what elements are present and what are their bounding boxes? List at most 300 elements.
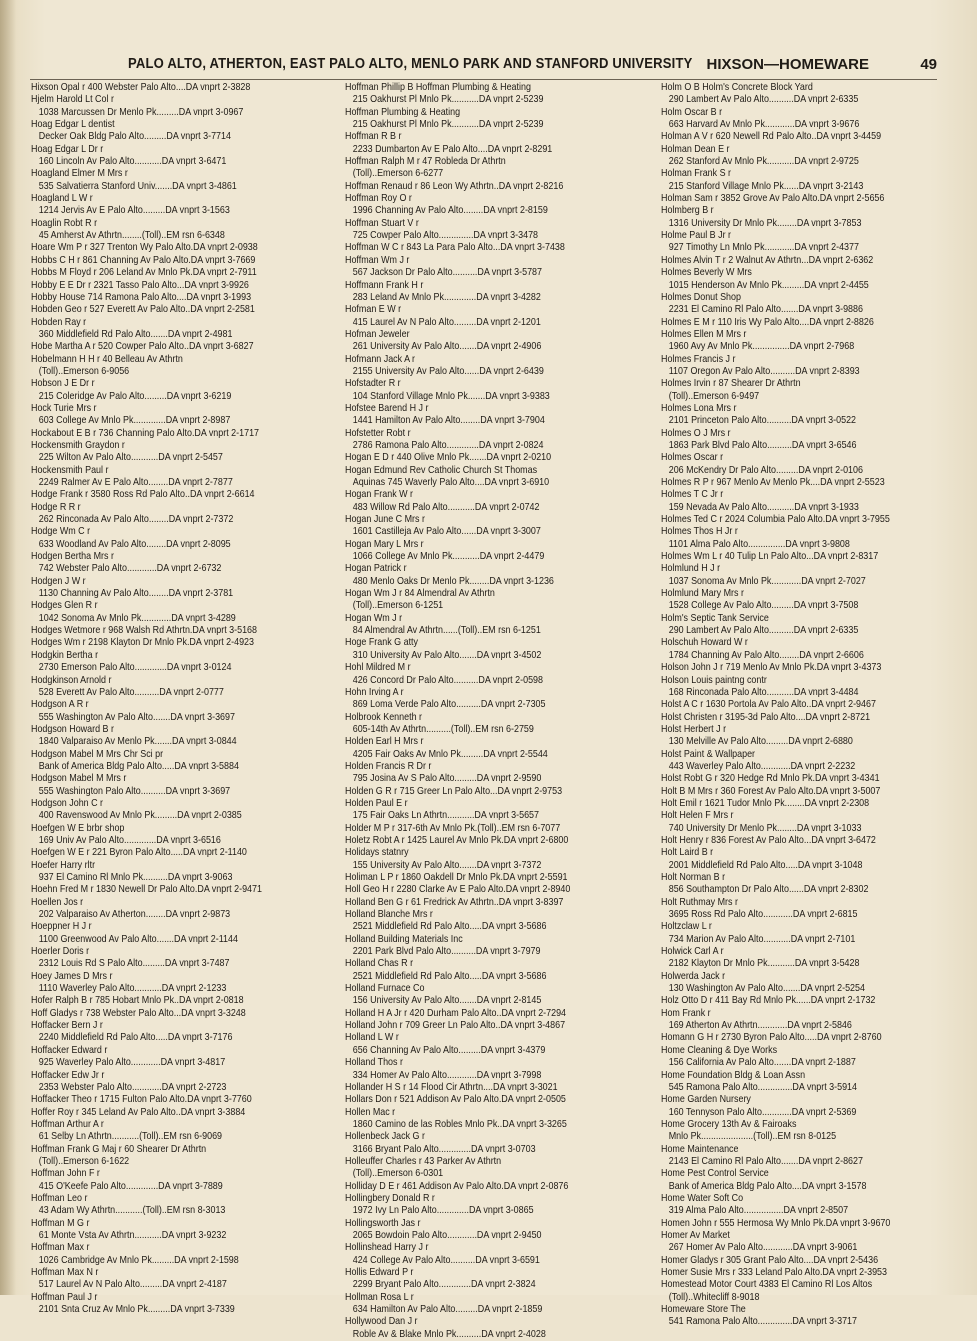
listing-name-line: Holman Sam r 3852 Grove Av Palo Alto.DA vnprt 2-5656 <box>661 193 885 205</box>
listing-name-line: Hollen Mac r <box>345 1106 396 1118</box>
listing-name-line: Hoaglin Robt R r <box>31 217 98 229</box>
listing-address-line: 4205 Fair Oaks Av Mnlo Pk.........DA vnprt 2-5544 <box>352 748 548 760</box>
listing-name-line: Hoff Gladys r 738 Webster Palo Alto...DA vnprt 3-3248 <box>31 1007 246 1019</box>
listing-name-line: Hoag Edgar L dentist <box>31 119 115 131</box>
listing-name-line: Hofstetter Robt r <box>345 427 411 439</box>
listing-address-line: 656 Channing Av Palo Alto.........DA vnprt 3-4379 <box>352 1044 546 1056</box>
listing-name-line: Holm Oscar B r <box>661 106 723 118</box>
listing-name-line: Holmes Ted C r 2024 Columbia Palo Alto.DA vnprt 3-7955 <box>661 514 890 526</box>
listing-address-line: 483 Willow Rd Palo Alto...........DA vnprt 2-0742 <box>352 501 540 513</box>
listing-address-line: 415 O'Keefe Palo Alto.............DA vnprt 3-7889 <box>38 1180 223 1192</box>
listing-name-line: Hodgson A R r <box>31 699 89 711</box>
listing-name-line: Hockabout E B r 736 Channing Palo Alto.DA vnprt 2-1717 <box>31 427 260 439</box>
listing-address-line: 1972 Ivy Ln Palo Alto.............DA vnprt 3-0865 <box>352 1205 534 1217</box>
listing-address-line: 2233 Dumbarton Av E Palo Alto....DA vnprt 2-8291 <box>352 143 553 155</box>
listing-name-line: Homer Susie Mrs r 333 Leland Palo Alto.DA vnprt 2-3953 <box>661 1267 888 1278</box>
listing-name-line: Holliday D E r 461 Addison Av Palo Alto.DA vnprt 2-0876 <box>345 1180 569 1192</box>
listing-name-line: Hollinshead Harry J r <box>345 1242 429 1254</box>
listing-address-line: 1860 Camino de las Robles Mnlo Pk..DA vnprt 3-3265 <box>352 1118 567 1130</box>
listing-address-line: 1107 Oregon Av Palo Alto..........DA vnprt 2-8393 <box>668 365 860 377</box>
listing-address-line: 603 College Av Mnlo Pk.............DA vnprt 2-8987 <box>38 415 231 427</box>
page-gutter-shadow <box>0 0 16 1295</box>
listing-address-line: Bank of America Bldg Palo Alto....DA vnprt 3-1578 <box>668 1180 867 1192</box>
listing-name-line: Holmes Oscar r <box>661 452 724 464</box>
listing-address-line: 206 McKendry Dr Palo Alto.........DA vnprt 2-0106 <box>668 464 863 476</box>
listing-name-line: Holland L W r <box>345 1032 399 1044</box>
listing-name-line: Holden Earl H Mrs r <box>345 736 424 748</box>
listing-address-line: 84 Almendral Av Athrtn......(Toll)..EM rsn 6-1251 <box>352 625 541 637</box>
listing-address-line: 261 University Av Palo Alto.......DA vnprt 2-4906 <box>352 341 542 353</box>
listing-address-line: 1100 Greenwood Av Palo Alto.......DA vnprt 2-1144 <box>38 933 238 945</box>
listing-name-line: Holland Furnace Co <box>345 983 425 995</box>
listing-name-line: Hodges Glen R r <box>31 600 98 612</box>
listing-address-line: 1528 College Av Palo Alto.........DA vnprt 3-7508 <box>668 600 859 612</box>
listing-name-line: Holman A V r 620 Newell Rd Palo Alto..DA vnprt 3-4459 <box>661 131 882 143</box>
listing-address-line: 290 Lambert Av Palo Alto..........DA vnprt 2-6335 <box>668 625 859 637</box>
listing-address-line: 1026 Cambridge Av Mnlo Pk.........DA vnprt 2-1598 <box>38 1254 239 1266</box>
listing-name-line: Hoffacker Edward r <box>31 1044 108 1056</box>
listing-address-line: 2353 Webster Palo Alto............DA vnprt 2-2723 <box>38 1081 227 1093</box>
listing-address-line: 2521 Middlefield Rd Palo Alto.....DA vnprt 3-5686 <box>352 970 547 982</box>
listing-address-line: 2231 El Camino Rl Palo Alto.......DA vnprt 3-9886 <box>668 304 863 316</box>
listing-name-line: Hofstadter R r <box>345 378 401 390</box>
listing-name-line: Holst Robt G r 320 Hedge Rd Mnlo Pk.DA vnprt 3-4341 <box>661 773 880 785</box>
listing-address-line: (Toll)..Emerson 6-1251 <box>352 600 444 612</box>
listing-address-line: 1110 Waverley Palo Alto...........DA vnprt 2-1233 <box>38 983 227 995</box>
listing-name-line: Holz Otto D r 411 Bay Rd Mnlo Pk......DA vnprt 2-1732 <box>661 995 876 1007</box>
listing-name-line: Hoffman Ralph M r 47 Robleda Dr Athrtn <box>345 156 506 168</box>
listing-name-line: Hogan June C Mrs r <box>345 514 425 526</box>
listing-name-line: Hoffman R B r <box>345 131 402 143</box>
listing-name-line: Hoffman John F r <box>31 1168 100 1180</box>
listing-address-line: 1037 Sonoma Av Mnlo Pk............DA vnprt 2-7027 <box>668 575 866 587</box>
column-1 <box>31 82 336 1316</box>
listing-name-line: Hoeppner H J r <box>31 921 92 933</box>
listing-name-line: Hoefgen W E brbr shop <box>31 822 125 834</box>
listing-address-line: 415 Laurel Av N Palo Alto.........DA vnprt 2-1201 <box>352 316 541 328</box>
listing-address-line: 360 Middlefield Rd Palo Alto.......DA vnprt 2-4981 <box>38 328 233 340</box>
listing-address-line: 2101 Snta Cruz Av Mnlo Pk.........DA vnprt 3-7339 <box>38 1304 235 1316</box>
listing-name-line: Hobelmann H H r 40 Belleau Av Athrtn <box>31 353 183 365</box>
listing-name-line: Hogan Patrick r <box>345 563 407 575</box>
listing-address-line: 169 Atherton Av Athrtn............DA vnprt 2-5846 <box>668 1020 852 1032</box>
header-cities: PALO ALTO, ATHERTON, EAST PALO ALTO, MENLO PARK AND STANFORD UNIVERSITY <box>128 56 693 72</box>
listing-name-line: Holt Emil r 1621 Tudor Mnlo Pk........DA vnprt 2-2308 <box>661 797 870 809</box>
listing-name-line: Holmes Thos H Jr r <box>661 526 738 538</box>
header-range: HIXSON—HOMEWARE <box>706 56 869 73</box>
listing-name-line: Hofmann Jack A r <box>345 353 416 365</box>
listing-address-line: (Toll)..Whitecliff 8-9018 <box>668 1291 760 1303</box>
listing-address-line: 480 Menlo Oaks Dr Menlo Pk........DA vnprt 3-1236 <box>352 575 554 587</box>
listing-name-line: Holmes Ellen M Mrs r <box>661 328 747 340</box>
listing-address-line: 927 Timothy Ln Mnlo Pk............DA vnprt 2-4377 <box>668 242 859 254</box>
listing-name-line: Hoagland L W r <box>31 193 93 205</box>
listing-name-line: Holmes R P r 967 Menlo Av Menlo Pk....DA vnprt 2-5523 <box>661 477 885 488</box>
listing-name-line: Hockensmith Graydon r <box>31 439 125 451</box>
listing-name-line: Home Garden Nursery <box>661 1094 751 1106</box>
listing-address-line: 535 Salvatierra Stanford Univ.......DA vnprt 3-4861 <box>38 180 237 192</box>
listing-name-line: Hodgson Mabel M Mrs r <box>31 773 127 785</box>
listing-address-line: 925 Waverley Palo Alto............DA vnprt 3-4817 <box>38 1057 226 1069</box>
listing-name-line: Hobby E E Dr r 2321 Tasso Palo Alto...DA vnprt 3-9926 <box>31 279 249 291</box>
listing-address-line: 202 Valparaiso Av Atherton........DA vnprt 2-9873 <box>38 909 231 921</box>
listing-name-line: Holmberg B r <box>661 205 714 217</box>
listing-name-line: Hoare Wm P r 327 Trenton Wy Palo Alto.DA vnprt 2-0938 <box>31 242 258 254</box>
listing-name-line: Holl Geo H r 2280 Clarke Av E Palo Alto.DA vnprt 2-8940 <box>345 884 571 896</box>
listing-name-line: Holt Henry r 836 Forest Av Palo Alto...DA vnprt 3-6472 <box>661 834 876 846</box>
listing-name-line: Hixson Opal r 400 Webster Palo Alto....DA vnprt 2-3828 <box>31 82 251 93</box>
listing-name-line: Hjelm Harold Lt Col r <box>31 94 114 106</box>
listing-name-line: Holden G R r 715 Greer Ln Palo Alto...DA vnprt 2-9753 <box>345 785 563 797</box>
listing-address-line: 2786 Ramona Palo Alto.............DA vnprt 2-0824 <box>352 439 544 451</box>
listing-name-line: Home Water Soft Co <box>661 1192 744 1204</box>
listing-name-line: Holwick Carl A r <box>661 946 724 958</box>
listing-name-line: Hoffman Phillip B Hoffman Plumbing & Heating <box>345 82 531 93</box>
listing-address-line: 795 Josina Av S Palo Alto.........DA vnprt 2-9590 <box>352 773 542 785</box>
listing-name-line: Hoffman Leo r <box>31 1192 88 1204</box>
listing-address-line: 725 Cowper Palo Alto..............DA vnprt 3-3478 <box>352 230 539 242</box>
listing-address-line: 215 Coleridge Av Palo Alto.........DA vnprt 3-6219 <box>38 390 232 402</box>
listing-name-line: Hoffman Wm J r <box>345 254 410 266</box>
listing-name-line: Holmes E M r 110 Iris Wy Palo Alto....DA vnprt 2-8826 <box>661 316 874 328</box>
listing-name-line: Hollman Rosa L r <box>345 1291 414 1303</box>
listing-address-line: 1960 Avy Av Mnlo Pk...............DA vnprt 2-7968 <box>668 341 855 353</box>
listing-name-line: Hoffmann Frank H r <box>345 279 424 291</box>
listing-address-line: 1863 Park Blvd Palo Alto..........DA vnprt 3-6546 <box>668 439 857 451</box>
listing-address-line: 45 Amherst Av Athrtn........(Toll)..EM rsn 6-6348 <box>38 230 225 242</box>
listing-name-line: Holson John J r 719 Menlo Av Mnlo Pk.DA vnprt 3-4373 <box>661 662 882 674</box>
listing-name-line: Hodgen J W r <box>31 575 86 587</box>
listing-address-line: 2182 Klayton Dr Mnlo Pk...........DA vnprt 3-5428 <box>668 958 860 970</box>
listing-address-line: 633 Woodland Av Palo Alto........DA vnprt 2-8095 <box>38 538 231 550</box>
listing-name-line: Holder M P r 317-6th Av Mnlo Pk.(Toll)..EM rsn 6-7077 <box>345 822 561 834</box>
listing-address-line: (Toll)..Emerson 6-9056 <box>38 365 130 377</box>
listing-name-line: Hodges Wm r 2198 Klayton Dr Mnlo Pk.DA vnprt 2-4923 <box>31 637 255 649</box>
listing-name-line: Hofstee Barend H J r <box>345 402 429 414</box>
listing-name-line: Hoffman Max r <box>31 1242 90 1254</box>
listing-name-line: Homann G H r 2730 Byron Palo Alto.....DA vnprt 2-8760 <box>661 1032 882 1044</box>
listing-name-line: Holland Building Materials Inc <box>345 933 463 945</box>
listing-address-line: 2143 El Camino Rl Palo Alto.......DA vnprt 2-8627 <box>668 1155 863 1167</box>
listing-name-line: Holt B M Mrs r 360 Forest Av Palo Alto.DA vnprt 3-5007 <box>661 785 881 797</box>
listing-name-line: Hoffman Roy O r <box>345 193 412 205</box>
listing-address-line: 426 Concord Dr Palo Alto..........DA vnprt 2-0598 <box>352 674 543 686</box>
listing-address-line: Mnlo Pk.....................(Toll)..EM rsn 8-0125 <box>668 1131 837 1143</box>
listing-name-line: Holleuffer Charles r 43 Parker Av Athrtn <box>345 1155 502 1167</box>
listing-address-line: 319 Alma Palo Alto................DA vnprt 2-8507 <box>668 1205 849 1217</box>
page-number: 49 <box>920 56 937 73</box>
listing-address-line: 1066 College Av Mnlo Pk...........DA vnprt 2-4479 <box>352 551 545 563</box>
listing-name-line: Hoffman Paul J r <box>31 1291 98 1303</box>
listing-name-line: Hoffman Frank G Maj r 60 Shearer Dr Athrtn <box>31 1143 207 1155</box>
listing-name-line: Holm's Septic Tank Service <box>661 612 769 624</box>
listing-address-line: 2299 Bryant Palo Alto.............DA vnprt 2-3824 <box>352 1279 536 1291</box>
listing-name-line: Hollywood Dan J r <box>345 1316 418 1328</box>
listing-name-line: Hollars Don r 521 Addison Av Palo Alto.DA vnprt 2-0505 <box>345 1094 566 1106</box>
listing-name-line: Holden Paul E r <box>345 797 408 809</box>
listing-address-line: 2521 Middlefield Rd Palo Alto.....DA vnprt 3-5686 <box>352 921 547 933</box>
listing-address-line: 663 Harvard Av Mnlo Pk............DA vnprt 3-9676 <box>668 119 860 131</box>
listing-name-line: Homestead Motor Court 4383 El Camino Rl Los Altos <box>661 1279 873 1291</box>
listing-name-line: Hoagland Elmer M Mrs r <box>31 168 128 180</box>
listing-name-line: Hollander H S r 14 Flood Cir Athrtn....DA vnprt 3-3021 <box>345 1081 558 1093</box>
listing-address-line: 734 Marion Av Palo Alto...........DA vnprt 2-7101 <box>668 933 856 945</box>
listing-name-line: Hollenbeck Jack G r <box>345 1131 425 1143</box>
listing-name-line: Holidays statnry <box>345 847 409 859</box>
listing-name-line: Hoffman Arthur A r <box>31 1118 104 1130</box>
listing-name-line: Holt Norman B r <box>661 872 726 883</box>
listing-name-line: Hoefer Harry rltr <box>31 859 96 871</box>
listing-name-line: Hogan Edmund Rev Catholic Church St Thomas <box>345 464 538 476</box>
listing-address-line: 290 Lambert Av Palo Alto..........DA vnprt 2-6335 <box>668 94 859 106</box>
listing-name-line: Hodgkin Bertha r <box>31 649 99 661</box>
listing-name-line: Holbrook Kenneth r <box>345 711 422 723</box>
listing-name-line: Holson Louis paintng contr <box>661 674 767 686</box>
listing-address-line: 555 Washington Palo Alto..........DA vnprt 3-3697 <box>38 785 231 797</box>
listing-name-line: Hogan Wm J r 84 Almendral Av Athrtn <box>345 588 495 600</box>
listing-name-line: Hobden Geo r 527 Everett Av Palo Alto..DA vnprt 2-2581 <box>31 304 255 316</box>
listing-name-line: Holmes Beverly W Mrs <box>661 267 752 279</box>
listing-address-line: 1441 Hamilton Av Palo Alto........DA vnprt 3-7904 <box>352 415 545 427</box>
listing-address-line: 160 Tennyson Palo Alto............DA vnprt 2-5369 <box>668 1106 857 1118</box>
listing-address-line: (Toll)..Emerson 6-0301 <box>352 1168 444 1180</box>
column-2 <box>345 82 650 1340</box>
listing-name-line: Hodge Wm C r <box>31 526 91 538</box>
listing-name-line: Holetz Robt A r 1425 Laurel Av Mnlo Pk.DA vnprt 2-6800 <box>345 834 569 846</box>
listing-name-line: Hock Turie Mrs r <box>31 402 97 414</box>
listing-address-line: (Toll)..Emerson 6-1622 <box>38 1155 130 1167</box>
listing-name-line: Homen John r 555 Hermosa Wy Mnlo Pk.DA vnprt 3-9670 <box>661 1217 891 1229</box>
listing-address-line: 262 Rinconada Av Palo Alto........DA vnprt 2-7372 <box>38 514 234 526</box>
listing-name-line: Hodgkinson Arnold r <box>31 674 112 686</box>
listing-address-line: 869 Loma Verde Palo Alto..........DA vnprt 2-7305 <box>352 699 546 711</box>
listing-address-line: 443 Waverley Palo Alto............DA vnprt 2-2232 <box>668 760 856 772</box>
listing-address-line: 156 California Av Palo Alto.......DA vnprt 2-1887 <box>668 1057 856 1069</box>
listing-address-line: 1042 Sonoma Av Mnlo Pk............DA vnprt 3-4289 <box>38 612 236 624</box>
listing-name-line: Hobden Ray r <box>31 316 87 328</box>
listing-name-line: Hogan Mary L Mrs r <box>345 538 424 550</box>
listing-address-line: 1996 Channing Av Palo Alto........DA vnprt 2-8159 <box>352 205 548 217</box>
listing-address-line: 2730 Emerson Palo Alto.............DA vnprt 3-0124 <box>38 662 232 674</box>
listing-address-line: 43 Adam Wy Athrtn...........(Toll)..EM rsn 8-3013 <box>38 1205 226 1217</box>
listing-name-line: Holst A C r 1630 Portola Av Palo Alto..DA vnprt 2-9467 <box>661 699 876 711</box>
listing-name-line: Hohl Mildred M r <box>345 662 411 674</box>
listing-name-line: Hom Frank r <box>661 1007 711 1019</box>
listing-address-line: 1015 Henderson Av Mnlo Pk.........DA vnprt 2-4455 <box>668 279 869 291</box>
listing-address-line: Bank of America Bldg Palo Alto.....DA vnprt 3-5884 <box>38 760 239 772</box>
listing-name-line: Hobbs M Floyd r 206 Leland Av Mnlo Pk.DA vnprt 2-7911 <box>31 267 257 279</box>
listing-name-line: Hollingsworth Jas r <box>345 1217 421 1229</box>
listing-address-line: 2240 Middlefield Rd Palo Alto.....DA vnprt 3-7176 <box>38 1032 233 1044</box>
listing-name-line: Home Foundation Bldg & Loan Assn <box>661 1069 806 1081</box>
listing-address-line: 3166 Bryant Palo Alto.............DA vnprt 3-0703 <box>352 1143 536 1155</box>
listing-address-line: 169 Univ Av Palo Alto.............DA vnprt 3-6516 <box>38 834 221 846</box>
listing-address-line: 1214 Jervis Av E Palo Alto.........DA vnprt 3-1563 <box>38 205 230 217</box>
listing-name-line: Holwerda Jack r <box>661 970 726 982</box>
listing-address-line: Roble Av & Blake Mnlo Pk..........DA vnprt 2-4028 <box>352 1328 546 1340</box>
listing-address-line: 262 Stanford Av Mnlo Pk...........DA vnprt 2-9725 <box>668 156 859 168</box>
listing-address-line: 1840 Valparaiso Av Menlo Pk.......DA vnprt 3-0844 <box>38 736 237 748</box>
listing-address-line: 1784 Channing Av Palo Alto........DA vnprt 2-6606 <box>668 649 864 661</box>
listing-name-line: Holland Ben G r 61 Fredrick Av Athrtn..DA vnprt 3-8397 <box>345 896 564 908</box>
listing-name-line: Home Pest Control Service <box>661 1168 769 1180</box>
listing-name-line: Hodge R R r <box>31 501 81 513</box>
listing-address-line: 2201 Park Blvd Palo Alto..........DA vnprt 3-7979 <box>352 946 541 958</box>
listing-address-line: 1601 Castilleja Av Palo Alto......DA vnprt 3-3007 <box>352 526 541 538</box>
listing-address-line: 605-14th Av Athrtn..........(Toll)..EM rsn 6-2759 <box>352 723 534 735</box>
listing-address-line: 1316 University Dr Mnlo Pk........DA vnprt 3-7853 <box>668 217 862 229</box>
listing-name-line: Hoffer Roy r 345 Leland Av Palo Alto..DA vnprt 3-3884 <box>31 1106 246 1118</box>
listing-address-line: 2001 Middlefield Rd Palo Alto.....DA vnprt 3-1048 <box>668 859 863 871</box>
listing-address-line: 545 Ramona Palo Alto..............DA vnprt 3-5914 <box>668 1081 857 1093</box>
listing-name-line: Hoerler Doris r <box>31 946 90 958</box>
listing-name-line: Holtzclaw L r <box>661 921 712 933</box>
listing-name-line: Holschuh Howard W r <box>661 637 748 649</box>
listing-name-line: Hoellen Jos r <box>31 896 84 908</box>
listing-name-line: Hoffman Plumbing & Heating <box>345 106 461 118</box>
listing-address-line: 310 University Av Palo Alto.......DA vnprt 3-4502 <box>352 649 542 661</box>
listing-name-line: Hobby House 714 Ramona Palo Alto....DA vnprt 3-1993 <box>31 291 252 303</box>
listing-name-line: Hobe Martha A r 520 Cowper Palo Alto..DA vnprt 3-6827 <box>31 341 254 353</box>
listing-name-line: Hofer Ralph B r 785 Hobart Mnlo Pk..DA vnprt 2-0818 <box>31 995 244 1007</box>
listing-address-line: 215 Oakhurst Pl Mnlo Pk...........DA vnprt 2-5239 <box>352 94 544 106</box>
listing-name-line: Holst Paint & Wallpaper <box>661 748 756 760</box>
listing-name-line: Hodgson Mabel M Mrs Chr Sci pr <box>31 748 164 760</box>
listing-name-line: Holland H A Jr r 420 Durham Palo Alto..DA vnprt 2-7294 <box>345 1007 567 1019</box>
listing-address-line: 160 Lincoln Av Palo Alto...........DA vnprt 3-6471 <box>38 156 227 168</box>
listing-name-line: Hoffman Max N r <box>31 1267 99 1278</box>
listing-name-line: Holland Chas R r <box>345 958 414 970</box>
listing-name-line: Holst Christen r 3195-3d Palo Alto....DA vnprt 2-8721 <box>661 711 871 723</box>
listing-address-line: (Toll)..Emerson 6-6277 <box>352 168 444 180</box>
listing-name-line: Holmlund H J r <box>661 563 721 575</box>
listing-name-line: Hollingbery Donald R r <box>345 1192 435 1204</box>
listing-name-line: Holmes Irvin r 87 Shearer Dr Athrtn <box>661 378 801 390</box>
listing-name-line: Hofman E W r <box>345 304 402 316</box>
listing-address-line: 215 Stanford Village Mnlo Pk......DA vnprt 3-2143 <box>668 180 864 192</box>
listing-address-line: 130 Melville Av Palo Alto.........DA vnprt 2-6880 <box>668 736 853 748</box>
listing-name-line: Hoehn Fred M r 1830 Newell Dr Palo Alto.DA vnprt 2-9471 <box>31 884 262 896</box>
listing-address-line: 61 Monte Vsta Av Athrtn...........DA vnprt 3-9232 <box>38 1229 227 1241</box>
listing-name-line: Holmes Donut Shop <box>661 291 741 303</box>
listing-name-line: Hoey James D Mrs r <box>31 970 113 982</box>
listing-address-line: 1130 Channing Av Palo Alto........DA vnprt 2-3781 <box>38 588 234 600</box>
listing-name-line: Holman Dean E r <box>661 143 730 155</box>
listing-name-line: Hobbs C H r 861 Channing Av Palo Alto.DA vnprt 3-7669 <box>31 254 256 266</box>
listing-address-line: 742 Webster Palo Alto............DA vnprt 2-6732 <box>38 563 222 575</box>
listing-name-line: Holden Francis R Dr r <box>345 760 432 772</box>
listing-name-line: Holmes Lona Mrs r <box>661 402 737 414</box>
listing-name-line: Hoffman Renaud r 86 Leon Wy Athrtn..DA vnprt 2-8216 <box>345 180 564 192</box>
listing-address-line: 2249 Ralmer Av E Palo Alto........DA vnprt 2-7877 <box>38 477 233 488</box>
listing-name-line: Hoffacker Bern J r <box>31 1020 103 1032</box>
listing-name-line: Homer Gladys r 305 Grant Palo Alto....DA vnprt 2-5436 <box>661 1254 879 1266</box>
listing-name-line: Hodgen Bertha Mrs r <box>31 551 114 563</box>
listing-address-line: 937 El Camino Rl Mnlo Pk..........DA vnprt 3-9063 <box>38 872 233 883</box>
listing-name-line: Holme Paul B Jr r <box>661 230 732 242</box>
listing-address-line: 2155 University Av Palo Alto......DA vnprt 2-6439 <box>352 365 544 377</box>
listing-name-line: Hogan Wm J r <box>345 612 403 624</box>
listing-name-line: Hodgson Howard B r <box>31 723 114 735</box>
listing-name-line: Holm O B Holm's Concrete Block Yard <box>661 82 813 93</box>
listing-name-line: Holt Helen F Mrs r <box>661 810 734 822</box>
listing-name-line: Hoag Edgar L Dr r <box>31 143 104 155</box>
listing-name-line: Holman Frank S r <box>661 168 732 180</box>
listing-name-line: Hoffman Stuart V r <box>345 217 419 229</box>
listing-name-line: Holt Ruthmay Mrs r <box>661 896 738 908</box>
listing-name-line: Hoefgen W E r 221 Byron Palo Alto.....DA vnprt 2-1140 <box>31 847 247 859</box>
listing-name-line: Hohn Irving A r <box>345 686 404 698</box>
listing-address-line: 175 Fair Oaks Ln Athrtn...........DA vnprt 3-5657 <box>352 810 540 822</box>
column-3 <box>661 82 966 1328</box>
listing-address-line: 567 Jackson Dr Palo Alto..........DA vnprt 3-5787 <box>352 267 542 279</box>
listing-address-line: (Toll)..Emerson 6-9497 <box>668 390 760 402</box>
listing-name-line: Homer Av Market <box>661 1229 730 1241</box>
listing-address-line: 3695 Ross Rd Palo Alto............DA vnprt 2-6815 <box>668 909 858 921</box>
listing-address-line: 155 University Av Palo Alto.......DA vnprt 3-7372 <box>352 859 542 871</box>
listing-name-line: Holland Thos r <box>345 1057 403 1069</box>
listing-name-line: Home Maintenance <box>661 1143 739 1155</box>
listing-address-line: 2312 Louis Rd S Palo Alto.........DA vnprt 3-7487 <box>38 958 230 970</box>
listing-address-line: 61 Selby Ln Athrtn...........(Toll)..EM rsn 6-9069 <box>38 1131 223 1143</box>
listing-name-line: Hodge Frank r 3580 Ross Rd Palo Alto..DA vnprt 2-6614 <box>31 489 255 501</box>
listing-name-line: Hofman Jeweler <box>345 328 410 340</box>
listing-address-line: 555 Washington Av Palo Alto.......DA vnprt 3-3697 <box>38 711 235 723</box>
listing-name-line: Holmes Alvin T r 2 Walnut Av Athrtn...DA vnprt 2-6362 <box>661 254 874 266</box>
listing-address-line: Aquinas 745 Waverly Palo Alto....DA vnprt 3-6910 <box>352 477 550 488</box>
listing-name-line: Hoffacker Theo r 1715 Fulton Palo Alto.DA vnprt 3-7760 <box>31 1094 252 1106</box>
listing-address-line: 225 Wilton Av Palo Alto...........DA vnprt 2-5457 <box>38 452 223 464</box>
listing-address-line: 2065 Bowdoin Palo Alto............DA vnprt 2-9450 <box>352 1229 542 1241</box>
listing-address-line: Decker Oak Bldg Palo Alto.........DA vnprt 3-7714 <box>38 131 231 143</box>
listing-address-line: 156 University Av Palo Alto.......DA vnprt 2-8145 <box>352 995 542 1007</box>
listing-name-line: Home Cleaning & Dye Works <box>661 1044 778 1056</box>
listing-address-line: 130 Washington Av Palo Alto.......DA vnprt 2-5254 <box>668 983 865 995</box>
listing-address-line: 283 Leland Av Mnlo Pk.............DA vnprt 3-4282 <box>352 291 541 303</box>
listing-name-line: Hobson J E Dr r <box>31 378 95 390</box>
listing-name-line: Hoffacker Edw Jr r <box>31 1069 105 1081</box>
header-rule <box>30 79 937 80</box>
listing-address-line: 168 Rinconada Palo Alto...........DA vnprt 3-4484 <box>668 686 859 698</box>
listing-address-line: 159 Nevada Av Palo Alto...........DA vnprt 3-1933 <box>668 501 859 513</box>
page-header <box>30 56 937 78</box>
listing-name-line: Home Grocery 13th Av & Fairoaks <box>661 1118 797 1130</box>
listing-name-line: Hogan Frank W r <box>345 489 414 501</box>
listing-address-line: 1101 Alma Palo Alto...............DA vnprt 3-9808 <box>668 538 850 550</box>
listing-address-line: 528 Everett Av Palo Alto..........DA vnprt 2-0777 <box>38 686 224 698</box>
listing-address-line: 856 Southampton Dr Palo Alto......DA vnprt 2-8302 <box>668 884 869 896</box>
listing-address-line: 2101 Princeton Palo Alto..........DA vnprt 3-0522 <box>668 415 857 427</box>
listing-name-line: Hoge Frank G atty <box>345 637 419 649</box>
listing-name-line: Hoffman M G r <box>31 1217 90 1229</box>
listing-address-line: 517 Laurel Av N Palo Alto.........DA vnprt 2-4187 <box>38 1279 227 1291</box>
listing-address-line: 541 Ramona Palo Alto..............DA vnprt 3-3717 <box>668 1316 857 1328</box>
listing-name-line: Holst Herbert J r <box>661 723 727 735</box>
listing-address-line: 215 Oakhurst Pl Mnlo Pk...........DA vnprt 2-5239 <box>352 119 544 131</box>
listing-name-line: Holt Laird B r <box>661 847 714 859</box>
listing-address-line: 424 College Av Palo Alto..........DA vnprt 3-6591 <box>352 1254 540 1266</box>
listing-name-line: Holmlund Mary Mrs r <box>661 588 744 600</box>
listing-address-line: 634 Hamilton Av Palo Alto.........DA vnprt 2-1859 <box>352 1304 543 1316</box>
listing-name-line: Hogan E D r 440 Olive Mnlo Pk.......DA vnprt 2-0210 <box>345 452 552 464</box>
listing-name-line: Holmes O J Mrs r <box>661 427 731 439</box>
listing-address-line: 267 Homer Av Palo Alto............DA vnprt 3-9061 <box>668 1242 858 1254</box>
listing-name-line: Holmes Wm L r 40 Tulip Ln Palo Alto...DA vnprt 2-8317 <box>661 551 879 563</box>
listing-name-line: Holmes T C Jr r <box>661 489 724 501</box>
listing-address-line: 740 University Dr Menlo Pk........DA vnprt 3-1033 <box>668 822 862 834</box>
listing-name-line: Hodges Wetmore r 968 Walsh Rd Athrtn.DA vnprt 3-5168 <box>31 625 257 637</box>
listing-address-line: 104 Stanford Village Mnlo Pk.......DA vnprt 3-9383 <box>352 390 550 402</box>
